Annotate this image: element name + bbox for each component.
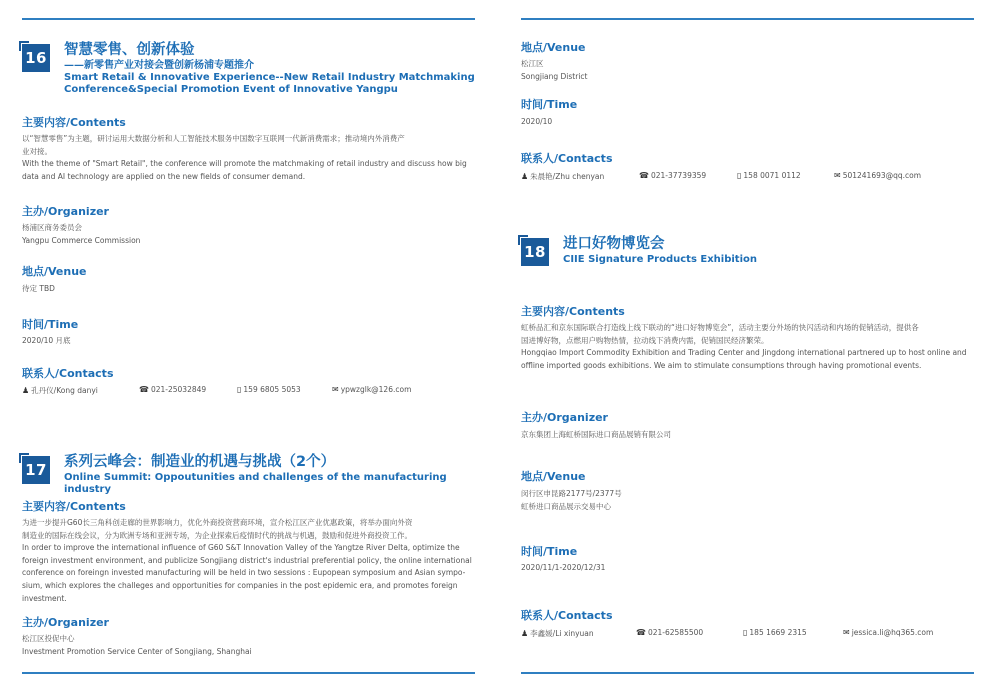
contents-text — [521, 322, 974, 372]
event-title-zh: 进口好物博览会 — [563, 236, 665, 252]
contact-phone — [139, 385, 206, 394]
contact-phone-number: 021-25032849 — [150, 385, 207, 394]
left-column — [22, 0, 475, 697]
contacts-label: 联系人/Contacts — [22, 367, 114, 380]
time-label: 时间/Time — [22, 318, 79, 331]
contact-mobile — [237, 385, 301, 394]
event-title-en: CIIE Signature Products Exhibition — [563, 254, 758, 265]
contact-email-address: jessica.li@hq365.com — [851, 628, 934, 637]
event-title-zh: 智慧零售、创新体验 — [64, 42, 195, 58]
person-icon: ♟ — [521, 629, 529, 638]
bottom-rule — [22, 672, 475, 674]
event-subtitle-zh: ——新零售产业对接会暨创新杨浦专题推介 — [64, 60, 254, 71]
text-line: 松江区 — [521, 59, 544, 68]
text-line: With the theme of "Smart Retail", the conference will promote the matchmaking of retail industry and discuss how big — [22, 159, 467, 169]
text-line: foreign investment environment, and publicize Songjiang district's industrial preferential policy, the online international — [22, 555, 472, 565]
email-icon: ✉ — [332, 385, 339, 394]
text-line: 京东集团上海虹桥国际进口商品展销有限公司 — [521, 430, 671, 439]
mobile-icon: ▯ — [743, 628, 748, 637]
time-text — [521, 116, 974, 129]
venue-text — [521, 488, 974, 513]
email-icon: ✉ — [834, 171, 841, 180]
time-text — [22, 335, 475, 348]
contents-text — [22, 517, 475, 605]
contact-person — [521, 171, 604, 182]
time-text — [521, 562, 974, 575]
contact-phone-number: 021-62585500 — [647, 628, 704, 637]
person-icon: ♟ — [22, 386, 30, 395]
text-line: Hongqiao Import Commodity Exhibition and Trading Center and Jingdong international partnered up to host online and — [521, 348, 967, 358]
text-line: 松江区投促中心 — [22, 634, 75, 643]
text-line: data and AI technology are applied on the new fields of consumer demand. — [22, 171, 306, 181]
contact-email — [332, 385, 411, 394]
top-rule — [22, 18, 475, 20]
mobile-icon: ▯ — [237, 385, 242, 394]
event-number-badge: 16 — [22, 44, 50, 72]
venue-text — [521, 58, 974, 83]
text-line: 业对接。 — [22, 146, 52, 156]
text-line: 闵行区申昆路2177号/2377号 — [521, 489, 622, 498]
phone-icon: ☎ — [639, 171, 649, 180]
text-line: 虹桥品汇和京东国际联合打造线上线下联动的“进口好物博览会”，活动主要分外场的快闪活动和内场的促销活动，提供各 — [521, 323, 919, 332]
text-line: conference on foreingn invested manufacturing will be held in two sessions : Eupopean symposium and Asian sympo- — [22, 568, 466, 578]
event-title-en: Smart Retail & Innovative Experience--New Retail Industry Matchmaking — [64, 72, 475, 83]
organizer-text — [521, 429, 974, 442]
phone-icon: ☎ — [636, 628, 646, 637]
venue-text — [22, 283, 475, 296]
text-line: 杨浦区商务委员会 — [22, 223, 82, 232]
contact-email — [834, 171, 921, 180]
time-label: 时间/Time — [521, 98, 578, 111]
text-line: 虹桥进口商品展示交易中心 — [521, 501, 611, 511]
text-line: offline imported goods exhibitions. We aim to stimulate consumptions through having promotional events. — [521, 360, 922, 370]
organizer-text — [22, 222, 475, 247]
contacts-row — [22, 385, 475, 397]
organizer-label: 主办/Organizer — [22, 616, 109, 629]
contents-text — [22, 133, 475, 183]
text-line: 国进博好物，点燃用户购物热情，拉动线下消费内需，促销国民经济繁荣。 — [521, 335, 769, 345]
mobile-icon: ▯ — [737, 171, 742, 180]
right-column — [521, 0, 974, 697]
text-line: 为进一步提升G60长三角科创走廊的世界影响力，优化外商投资营商环境，宣介松江区产业优惠政策，将举办面向外资 — [22, 518, 413, 527]
contact-person — [521, 628, 594, 639]
text-line: Songjiang District — [521, 71, 588, 81]
text-line: 2020/11/1-2020/12/31 — [521, 563, 606, 572]
contact-phone — [636, 628, 703, 637]
contact-person-name: 朱晨艳/Zhu chenyan — [530, 172, 605, 181]
event-17-titles — [64, 452, 476, 496]
event-title-en: Online Summit: Oppoutunities and challenges of the manufacturing industry — [64, 472, 447, 495]
organizer-label: 主办/Organizer — [22, 205, 109, 218]
contact-email-address: ypwzglk@126.com — [340, 385, 412, 394]
person-icon: ♟ — [521, 172, 529, 181]
contact-mobile — [737, 171, 801, 180]
text-line: 待定 TBD — [22, 284, 55, 293]
event-18-titles — [563, 234, 975, 266]
contact-mobile-number: 159 6805 5053 — [243, 385, 301, 394]
contact-mobile-number: 185 1669 2315 — [749, 628, 807, 637]
text-line: 2020/10 — [521, 117, 553, 126]
text-line: investment. — [22, 593, 67, 603]
text-line: In order to improve the international influence of G60 S&T Innovation Valley of the Yangtze River Delta, optimize the — [22, 543, 460, 553]
organizer-text — [22, 633, 475, 658]
contact-email — [843, 628, 933, 637]
venue-label: 地点/Venue — [521, 470, 586, 483]
contact-email-address: 501241693@qq.com — [842, 171, 922, 180]
organizer-label: 主办/Organizer — [521, 411, 608, 424]
contacts-row — [521, 171, 974, 183]
text-line: 2020/10 月底 — [22, 336, 71, 345]
event-title-zh: 系列云峰会：制造业的机遇与挑战（2个） — [64, 454, 336, 470]
text-line: Yangpu Commerce Commission — [22, 235, 141, 245]
event-16-titles — [64, 40, 476, 96]
contact-mobile-number: 158 0071 0112 — [743, 171, 801, 180]
contacts-label: 联系人/Contacts — [521, 609, 613, 622]
text-line: sium, which explores the challeges and opportunities for companies in the post epidemic era, and promotes foreign — [22, 580, 458, 590]
time-label: 时间/Time — [521, 545, 578, 558]
contact-phone — [639, 171, 706, 180]
text-line: 以“智慧零售”为主题，研讨运用大数据分析和人工智能技术服务中国数字互联网一代新消费需求；推动境内外消费产 — [22, 134, 405, 143]
text-line: 制造业的国际在线会议，分为欧洲专场和亚洲专场，为企业探索后疫情时代的挑战与机遇，鼓励和促进外商投资工作。 — [22, 530, 412, 540]
email-icon: ✉ — [843, 628, 850, 637]
top-rule — [521, 18, 974, 20]
phone-icon: ☎ — [139, 385, 149, 394]
contents-label: 主要内容/Contents — [22, 500, 126, 513]
contacts-row — [521, 628, 974, 640]
contents-label: 主要内容/Contents — [521, 305, 625, 318]
contact-person-name: 李鑫媛/Li xinyuan — [530, 629, 594, 638]
event-number-badge: 17 — [22, 456, 50, 484]
contact-mobile — [743, 628, 807, 637]
venue-label: 地点/Venue — [22, 265, 87, 278]
contents-label: 主要内容/Contents — [22, 116, 126, 129]
text-line: Investment Promotion Service Center of Songjiang, Shanghai — [22, 646, 252, 656]
contacts-label: 联系人/Contacts — [521, 152, 613, 165]
contact-person — [22, 385, 98, 396]
bottom-rule — [521, 672, 974, 674]
venue-label: 地点/Venue — [521, 41, 586, 54]
contact-phone-number: 021-37739359 — [650, 171, 707, 180]
event-title-en: Conference&Special Promotion Event of Innovative Yangpu — [64, 84, 398, 95]
contact-person-name: 孔丹仪/Kong danyi — [31, 386, 98, 395]
event-number-badge: 18 — [521, 238, 549, 266]
